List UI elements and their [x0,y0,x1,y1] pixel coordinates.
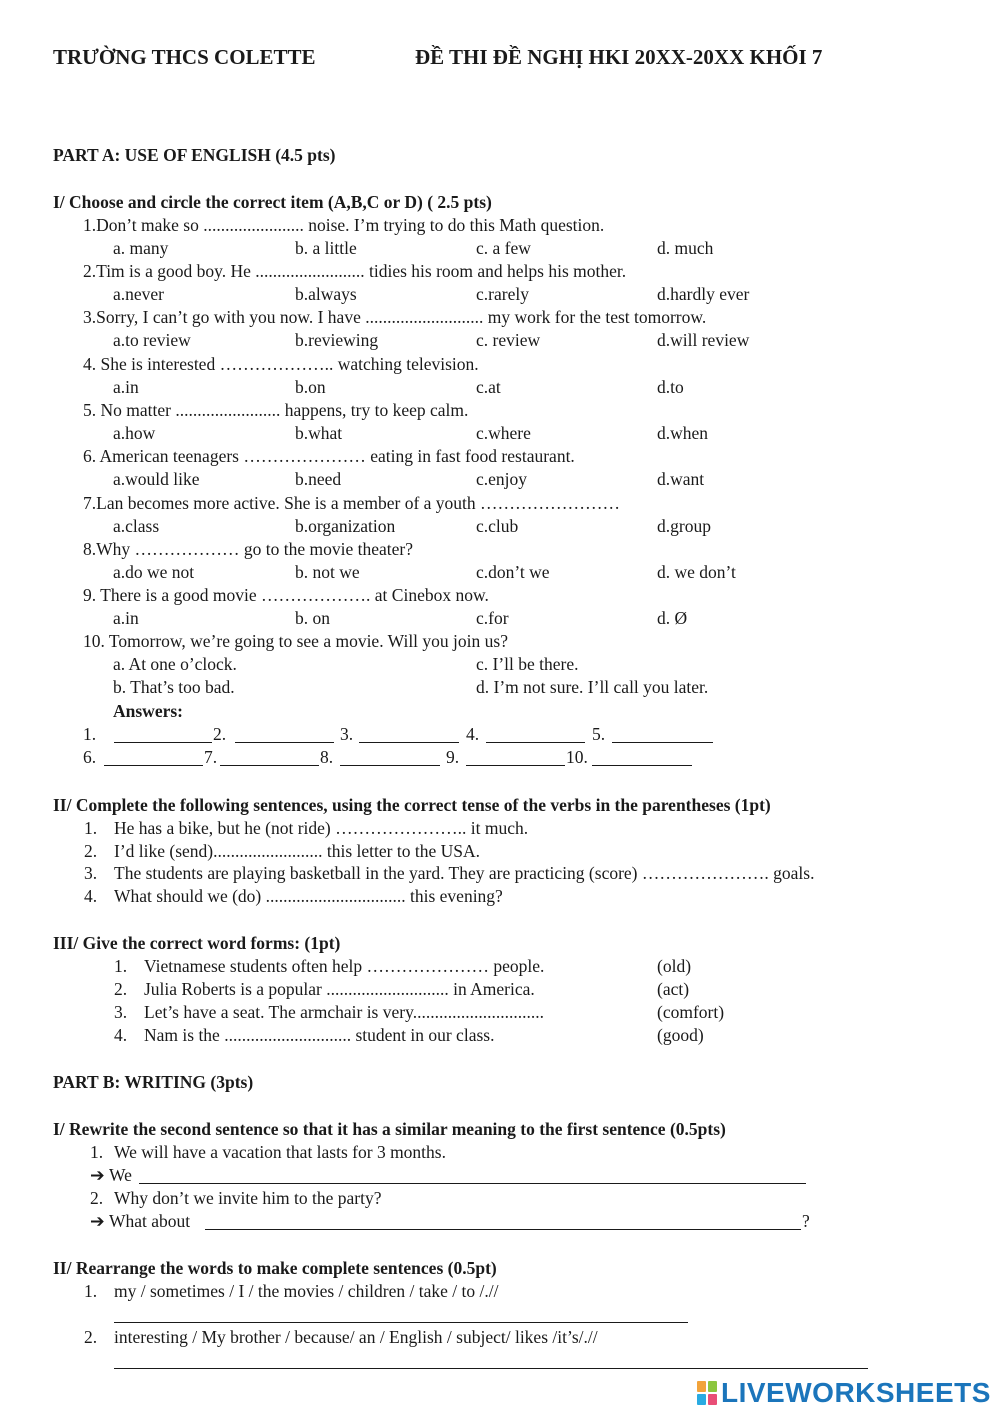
sec3-item-3: Let’s have a seat. The armchair is very.............................. [144,1002,544,1022]
option-6b[interactable]: b.need [295,469,342,489]
answer-blank-6[interactable] [104,751,203,766]
answer-num-3: 3. [340,724,354,744]
sec3-item-2: Julia Roberts is a popular ............................ in America. [144,979,535,999]
answers-label: Answers: [113,701,183,721]
sec2-num-4: 4. [84,886,98,906]
answer-blank-2[interactable] [235,728,334,743]
option-1c[interactable]: c. a few [476,238,531,258]
question-7: 7.Lan becomes more active. She is a member of a youth …………………… [83,493,621,513]
sec3-num-4: 4. [114,1025,128,1045]
logo-tiles-icon [697,1381,717,1405]
option-8a[interactable]: a.do we not [113,562,195,582]
option-4d[interactable]: d.to [657,377,684,397]
option-2d[interactable]: d.hardly ever [657,284,750,304]
option-2a[interactable]: a.never [113,284,165,304]
option-4a[interactable]: a.in [113,377,139,397]
answer-num-6: 6. [83,747,97,767]
b1-prompt-1: We [109,1165,132,1185]
section-a1-title: I/ Choose and circle the correct item (A,B,C or D) ( 2.5 pts) [53,192,492,212]
option-7d[interactable]: d.group [657,516,711,536]
b1-num-1: 1. [90,1142,104,1162]
b2-answer-line-2[interactable] [114,1368,868,1369]
option-5d[interactable]: d.when [657,423,709,443]
answer-blank-7[interactable] [220,751,319,766]
option-1b[interactable]: b. a little [295,238,357,258]
option-9b[interactable]: b. on [295,608,330,628]
b1-answer-line-1[interactable] [139,1183,806,1184]
option-10b[interactable]: b. That’s too bad. [113,677,235,697]
option-2b[interactable]: b.always [295,284,357,304]
option-2c[interactable]: c.rarely [476,284,529,304]
option-8b[interactable]: b. not we [295,562,360,582]
option-4c[interactable]: c.at [476,377,501,397]
exam-title: ĐỀ THI ĐỀ NGHỊ HKI 20XX-20XX KHỐI 7 [415,45,823,69]
sec3-item-4: Nam is the ............................. student in our class. [144,1025,495,1045]
liveworksheets-logo [697,1378,991,1408]
section-b2-title: II/ Rearrange the words to make complete sentences (0.5pt) [53,1258,497,1278]
question-9: 9. There is a good movie ………………. at Cinebox now. [83,585,489,605]
answer-blank-10[interactable] [592,751,692,766]
part-b-title: PART B: WRITING (3pts) [53,1072,254,1092]
option-9c[interactable]: c.for [476,608,509,628]
b2-num-1: 1. [84,1281,98,1301]
option-3d[interactable]: d.will review [657,330,750,350]
question-8: 8.Why ……………… go to the movie theater? [83,539,413,559]
sec3-word-2: (act) [657,979,690,999]
option-8d[interactable]: d. we don’t [657,562,736,582]
answer-num-2: 2. [213,724,227,744]
option-7b[interactable]: b.organization [295,516,396,536]
question-3: 3.Sorry, I can’t go with you now. I have ........................... my work for the test tomorrow. [83,307,707,327]
b2-item-2: interesting / My brother / because/ an / English / subject/ likes /it’s/.// [114,1327,598,1347]
sec3-num-2: 2. [114,979,128,999]
option-10c[interactable]: c. I’ll be there. [476,654,579,674]
option-10a[interactable]: a. At one o’clock. [113,654,237,674]
option-5b[interactable]: b.what [295,423,343,443]
answer-blank-5[interactable] [612,728,713,743]
question-5: 5. No matter ........................ happens, try to keep calm. [83,400,469,420]
answer-num-7: 7. [204,747,218,767]
sec3-num-3: 3. [114,1002,128,1022]
sec2-num-1: 1. [84,818,98,838]
option-10d[interactable]: d. I’m not sure. I’ll call you later. [476,677,709,697]
question-4: 4. She is interested ……………….. watching television. [83,354,479,374]
option-5c[interactable]: c.where [476,423,531,443]
option-1d[interactable]: d. much [657,238,714,258]
sec3-item-1: Vietnamese students often help ………………… people. [144,956,545,976]
school-name: TRƯỜNG THCS COLETTE [53,45,316,69]
sec3-word-3: (comfort) [657,1002,725,1022]
option-6a[interactable]: a.would like [113,469,200,489]
sec2-item-3: The students are playing basketball in the yard. They are practicing (score) …………………. goals. [114,863,815,883]
logo-text: LIVEWORKSHEETS [721,1377,991,1408]
option-6c[interactable]: c.enjoy [476,469,528,489]
sec3-num-1: 1. [114,956,128,976]
b1-item-2: Why don’t we invite him to the party? [114,1188,382,1208]
question-2: 2.Tim is a good boy. He ......................... tidies his room and helps his mother. [83,261,627,281]
b1-arrow-1: ➔ [90,1165,105,1185]
answer-blank-9[interactable] [466,751,565,766]
sec2-num-2: 2. [84,841,98,861]
option-7c[interactable]: c.club [476,516,519,536]
option-6d[interactable]: d.want [657,469,705,489]
option-1a[interactable]: a. many [113,238,169,258]
question-1: 1.Don’t make so ....................... noise. I’m trying to do this Math question. [83,215,605,235]
b1-answer-line-2[interactable] [205,1229,801,1230]
b1-item-1: We will have a vacation that lasts for 3 months. [114,1142,446,1162]
b1-end-2: ? [802,1211,810,1231]
part-a-title: PART A: USE OF ENGLISH (4.5 pts) [53,145,336,165]
option-8c[interactable]: c.don’t we [476,562,550,582]
sec3-word-1: (old) [657,956,692,976]
b2-item-1: my / sometimes / I / the movies / children / take / to /.// [114,1281,499,1301]
answer-blank-4[interactable] [486,728,585,743]
option-3a[interactable]: a.to review [113,330,191,350]
b1-prompt-2: What about [109,1211,191,1231]
option-4b[interactable]: b.on [295,377,326,397]
answer-num-8: 8. [320,747,334,767]
answer-num-1: 1. [83,724,97,744]
section-b1-title: I/ Rewrite the second sentence so that it has a similar meaning to the first sentence (0.5pts) [53,1119,726,1139]
b2-num-2: 2. [84,1327,98,1347]
b1-arrow-2: ➔ [90,1211,105,1231]
sec3-word-4: (good) [657,1025,704,1045]
question-6: 6. American teenagers ………………… eating in fast food restaurant. [83,446,575,466]
b1-num-2: 2. [90,1188,104,1208]
option-5a[interactable]: a.how [113,423,156,443]
sec2-item-4: What should we (do) ................................ this evening? [114,886,503,906]
answer-blank-8[interactable] [340,751,440,766]
answer-num-9: 9. [446,747,460,767]
sec2-num-3: 3. [84,863,98,883]
question-10: 10. Tomorrow, we’re going to see a movie. Will you join us? [83,631,508,651]
option-3b[interactable]: b.reviewing [295,330,379,350]
sec2-item-2: I’d like (send)......................... this letter to the USA. [114,841,480,861]
section-a3-title: III/ Give the correct word forms: (1pt) [53,933,341,953]
answer-num-10: 10. [566,747,588,767]
section-a2-title: II/ Complete the following sentences, using the correct tense of the verbs in the parentheses (1pt) [53,795,771,815]
answer-blank-3[interactable] [359,728,459,743]
sec2-item-1: He has a bike, but he (not ride) ………………….. it much. [114,818,529,838]
b2-answer-line-1[interactable] [114,1322,688,1323]
option-7a[interactable]: a.class [113,516,160,536]
answer-blank-1[interactable] [114,728,212,743]
option-3c[interactable]: c. review [476,330,541,350]
answer-num-5: 5. [592,724,606,744]
answer-num-4: 4. [466,724,480,744]
option-9d[interactable]: d. Ø [657,608,688,628]
option-9a[interactable]: a.in [113,608,139,628]
